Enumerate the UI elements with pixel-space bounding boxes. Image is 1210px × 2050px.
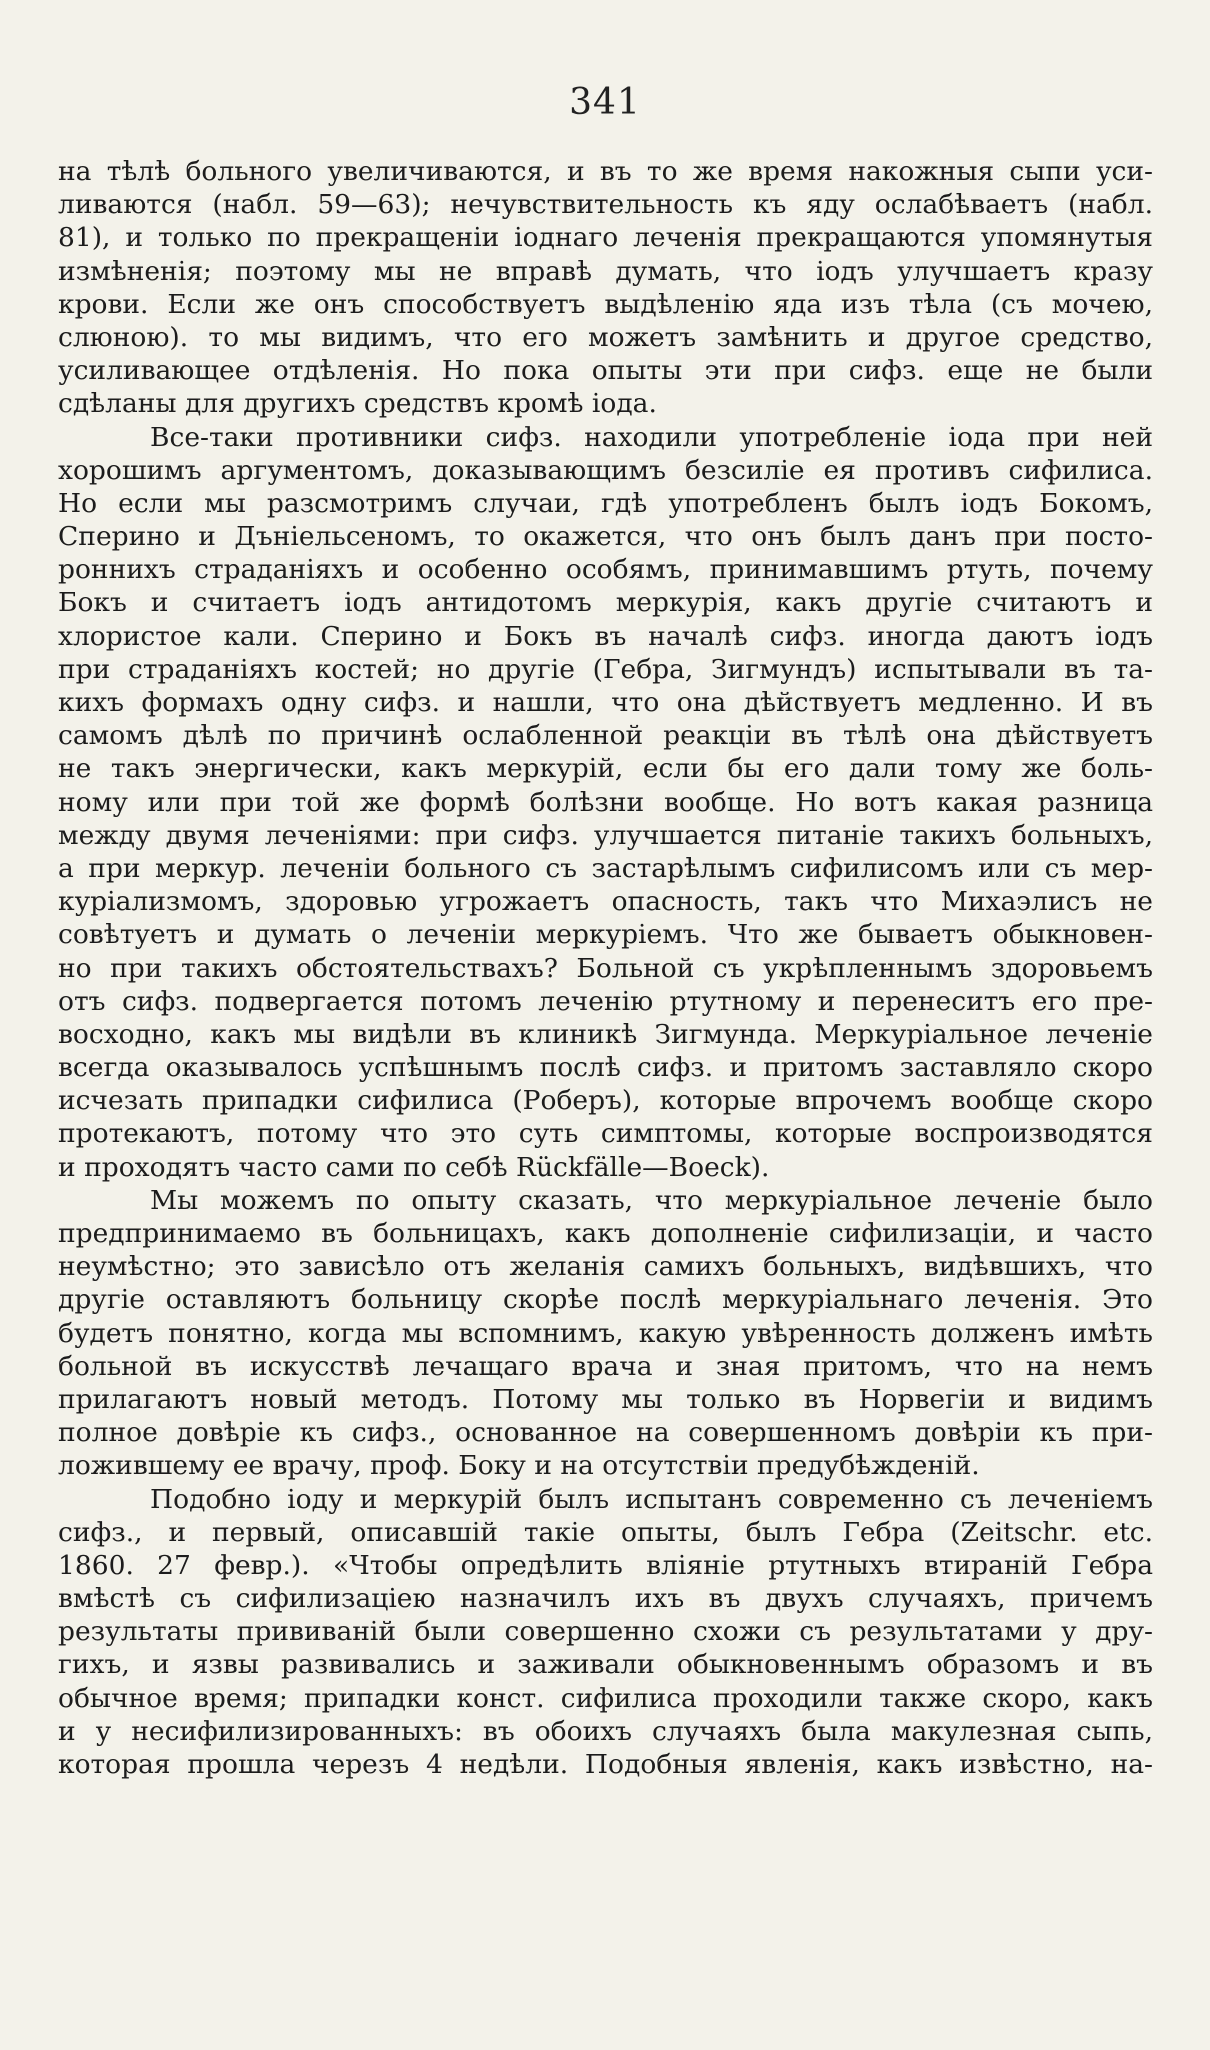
text-line: сдѣланы для другихъ средствъ кромѣ іода. — [58, 388, 657, 420]
text-line: крови. Если же онъ способствуетъ выдѣленію яда изъ тѣла (съ мочею, — [58, 288, 1153, 320]
paragraph-2 — [58, 421, 1153, 1184]
text-line: отъ сифз. подвергается потомъ леченію ртутному и перенеситъ его пре- — [58, 985, 1153, 1017]
text-line: при страданіяхъ костей; но другіе (Гебра, Зигмундъ) испытывали въ та- — [58, 653, 1153, 685]
paragraph-1 — [58, 155, 1153, 421]
text-line: а при меркур. леченіи больного съ застарѣлымъ сифилисомъ или съ мер- — [58, 852, 1153, 884]
body-text — [58, 155, 1153, 1781]
text-line: всегда оказывалось успѣшнымъ послѣ сифз. и притомъ заставляло скоро — [58, 1052, 1153, 1084]
text-line: совѣтуетъ и думать о леченіи меркуріемъ. Что же бываетъ обыкновен- — [58, 919, 1153, 951]
text-line: роннихъ страданіяхъ и особенно особямъ, принимавшимъ ртуть, почему — [58, 554, 1153, 586]
text-line: полное довѣріе къ сифз., основанное на совершенномъ довѣріи къ при- — [58, 1417, 1153, 1449]
text-line: слюною). то мы видимъ, что его можетъ замѣнить и другое средство, — [58, 321, 1153, 353]
text-line: сифз., и первый, описавшій такіе опыты, былъ Гебра (Zeitschr. etc. — [58, 1516, 1153, 1548]
text-line: 1860. 27 февр.). «Чтобы опредѣлить вліяніе ртутныхъ втираній Гебра — [58, 1549, 1153, 1581]
text-line: другіе оставляютъ больницу скорѣе послѣ меркуріальнаго леченія. Это — [58, 1284, 1153, 1316]
text-line: Бокъ и считаетъ іодъ антидотомъ меркурія, какъ другіе считаютъ и — [58, 587, 1153, 619]
text-line: усиливающее отдѣленія. Но пока опыты эти при сифз. еще не были — [58, 355, 1153, 387]
text-line: и у несифилизированныхъ: въ обоихъ случаяхъ была макулезная сыпь, — [58, 1715, 1153, 1747]
text-line: Мы можемъ по опыту сказать, что меркуріальное леченіе было — [150, 1184, 1153, 1216]
text-line: исчезать припадки сифилиса (Роберъ), которые впрочемъ вообще скоро — [58, 1085, 1153, 1117]
text-line: будетъ понятно, когда мы вспомнимъ, какую увѣренность долженъ имѣть — [58, 1317, 1153, 1349]
text-line: обычное время; припадки конст. сифилиса проходили также скоро, какъ — [58, 1682, 1153, 1714]
text-line: предпринимаемо въ больницахъ, какъ дополненіе сифилизаціи, и часто — [58, 1218, 1153, 1249]
paragraph-4 — [58, 1483, 1153, 1782]
text-line: прилагаютъ новый методъ. Потому мы только въ Норвегіи и видимъ — [58, 1383, 1153, 1415]
text-line: больной въ искусствѣ лечащаго врача и зная притомъ, что на немъ — [58, 1350, 1153, 1382]
text-line: измѣненія; поэтому мы не вправѣ думать, что іодъ улучшаетъ кразу — [58, 255, 1153, 287]
text-line: ложившему ее врачу, проф. Боку и на отсутствіи предубѣжденій. — [58, 1450, 980, 1482]
text-line: Все-таки противники сифз. находили употребленіе іода при ней — [150, 421, 1153, 453]
text-line: ному или при той же формѣ болѣзни вообще. Но вотъ какая разница — [58, 786, 1153, 818]
text-line: не такъ энергически, какъ меркурій, если бы его дали тому же боль- — [58, 753, 1153, 785]
text-line: восходно, какъ мы видѣли въ клиникѣ Зигмунда. Меркуріальное леченіе — [58, 1018, 1153, 1050]
text-line: Но если мы разсмотримъ случаи, гдѣ употребленъ былъ іодъ Бокомъ, — [58, 487, 1153, 519]
text-line: вмѣстѣ съ сифилизаціею назначилъ ихъ въ двухъ случаяхъ, причемъ — [58, 1583, 1153, 1615]
text-line: неумѣстно; это зависѣло отъ желанія самихъ больныхъ, видѣвшихъ, что — [58, 1251, 1153, 1283]
text-line: гихъ, и язвы развивались и заживали обыкновеннымъ образомъ и въ — [58, 1649, 1153, 1681]
text-line: 81), и только по прекращеніи іоднаго леченія прекращаются упомянутыя — [58, 222, 1153, 254]
text-line: результаты прививаній были совершенно схожи съ результатами у дру- — [58, 1616, 1153, 1648]
text-line: и проходятъ часто сами по себѣ Rückfälle—Boeck). — [58, 1151, 770, 1183]
text-line: но при такихъ обстоятельствахъ? Больной съ укрѣпленнымъ здоровьемъ — [58, 952, 1153, 984]
text-line: протекаютъ, потому что это суть симптомы, которые воспроизводятся — [58, 1118, 1153, 1150]
page-number: 341 — [569, 82, 641, 123]
text-line: кихъ формахъ одну сифз. и нашли, что она дѣйствуетъ медленно. И въ — [58, 687, 1153, 718]
text-line: хорошимъ аргументомъ, доказывающимъ безсиліе ея противъ сифилиса. — [58, 454, 1153, 486]
text-line: ливаются (набл. 59—63); нечувствительность къ яду ослабѣваетъ (набл. — [58, 189, 1153, 221]
text-line: между двумя леченіями: при сифз. улучшается питаніе такихъ больныхъ, — [58, 819, 1153, 851]
text-line: Подобно іоду и меркурій былъ испытанъ современно съ леченіемъ — [150, 1483, 1153, 1515]
text-line: хлористое кали. Сперино и Бокъ въ началѣ сифз. иногда даютъ іодъ — [58, 620, 1153, 652]
text-line: самомъ дѣлѣ по причинѣ ослабленной реакціи въ тѣлѣ она дѣйствуетъ — [58, 720, 1153, 752]
paragraph-3 — [58, 1184, 1153, 1483]
text-line: Сперино и Дъніельсеномъ, то окажется, что онъ былъ данъ при посто- — [58, 521, 1153, 553]
text-line: куріализмомъ, здоровью угрожаетъ опасность, такъ что Михаэлисъ не — [58, 886, 1153, 918]
text-line: которая прошла черезъ 4 недѣли. Подобныя явленія, какъ извѣстно, на- — [58, 1749, 1153, 1780]
text-line: на тѣлѣ больного увеличиваются, и въ то же время накожныя сыпи уси- — [58, 156, 1153, 187]
